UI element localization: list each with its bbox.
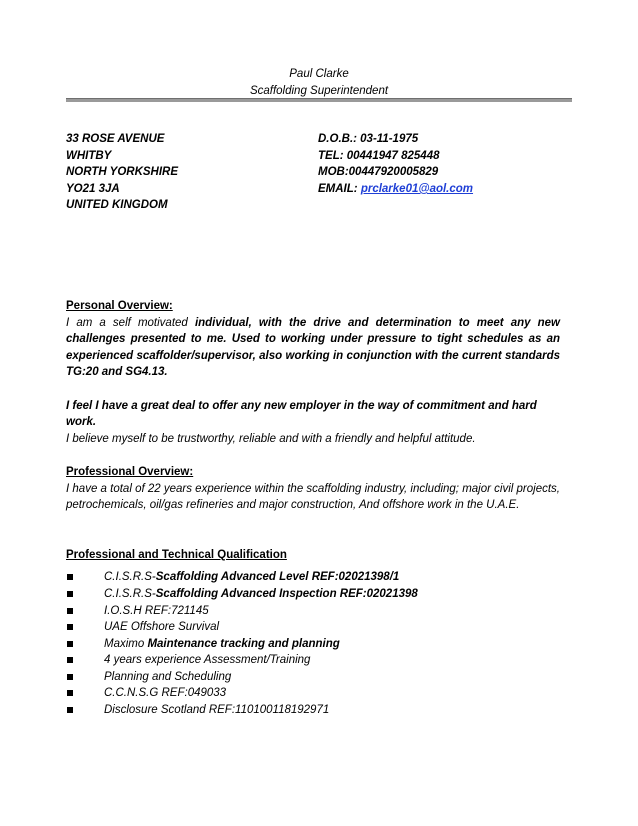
email-link[interactable]: prclarke01@aol.com xyxy=(360,182,474,195)
bullet-square-icon xyxy=(67,624,73,630)
address-line: NORTH YORKSHIRE xyxy=(66,166,179,179)
address-line: YO21 3JA xyxy=(66,182,120,195)
bullet-square-icon xyxy=(67,707,73,713)
candidate-name: Paul Clarke xyxy=(289,68,349,80)
bullet-square-icon xyxy=(67,674,73,680)
commitment-statement: I feel I have a great deal to offer any new employer in the way of commitment and hard work. xyxy=(66,399,537,429)
bullet-square-icon xyxy=(67,591,73,597)
qualifications-list xyxy=(66,569,560,718)
list-item: C.I.S.R.S-Scaffolding Advanced Level REF:02021398/1 xyxy=(66,569,560,586)
resume-header xyxy=(0,66,638,99)
contact-block xyxy=(318,131,473,197)
list-item: 4 years experience Assessment/Training xyxy=(66,652,560,669)
address-line: UNITED KINGDOM xyxy=(66,199,168,212)
address-line: 33 ROSE AVENUE xyxy=(66,133,165,145)
address-block xyxy=(66,131,178,214)
email-line xyxy=(318,181,473,198)
list-item: I.O.S.H REF:721145 xyxy=(66,603,560,620)
bullet-square-icon xyxy=(67,690,73,696)
email-label: EMAIL: xyxy=(318,182,361,195)
resume-body xyxy=(66,298,560,719)
list-item: Maximo Maintenance tracking and planning xyxy=(66,636,560,653)
list-item: C.C.N.S.G REF:049033 xyxy=(66,685,560,702)
personal-overview-heading: Personal Overview: xyxy=(66,300,173,312)
bullet-square-icon xyxy=(67,574,73,580)
list-item: C.I.S.R.S-Scaffolding Advanced Inspection REF:02021398 xyxy=(66,586,560,603)
personal-lead: I am a self motivated xyxy=(66,316,195,329)
list-item: Disclosure Scotland REF:110100118192971 xyxy=(66,702,560,719)
bullet-square-icon xyxy=(67,641,73,647)
personal-overview-text xyxy=(66,315,560,381)
mob-line: MOB:00447920005829 xyxy=(318,166,439,179)
tel-line: TEL: 00441947 825448 xyxy=(318,149,440,162)
list-item: UAE Offshore Survival xyxy=(66,619,560,636)
professional-overview-heading: Professional Overview: xyxy=(66,465,194,478)
list-item: Planning and Scheduling xyxy=(66,669,560,686)
qualifications-heading: Professional and Technical Qualification xyxy=(66,548,287,561)
bullet-square-icon xyxy=(67,608,73,614)
personal-emphasis: individual, with the drive and determination to meet any new challenges presented to me. Used to working under pressure to tight schedules as an experienced scaffolder/supervisor, also working in conjunction with the current standards TG:20 and SG4.13. xyxy=(66,316,560,379)
dob-line: D.O.B.: 03-11-1975 xyxy=(318,133,419,145)
bullet-square-icon xyxy=(67,657,73,663)
address-line: WHITBY xyxy=(66,149,112,162)
header-divider xyxy=(66,98,572,102)
candidate-title: Scaffolding Superintendent xyxy=(249,84,389,97)
attitude-statement: I believe myself to be trustworthy, reliable and with a friendly and helpful attitude. xyxy=(66,432,476,445)
professional-overview-text: I have a total of 22 years experience within the scaffolding industry, including; major civil projects, petrochemicals, oil/gas refineries and major construction, And offshore work in the U.A.E. xyxy=(66,482,560,512)
